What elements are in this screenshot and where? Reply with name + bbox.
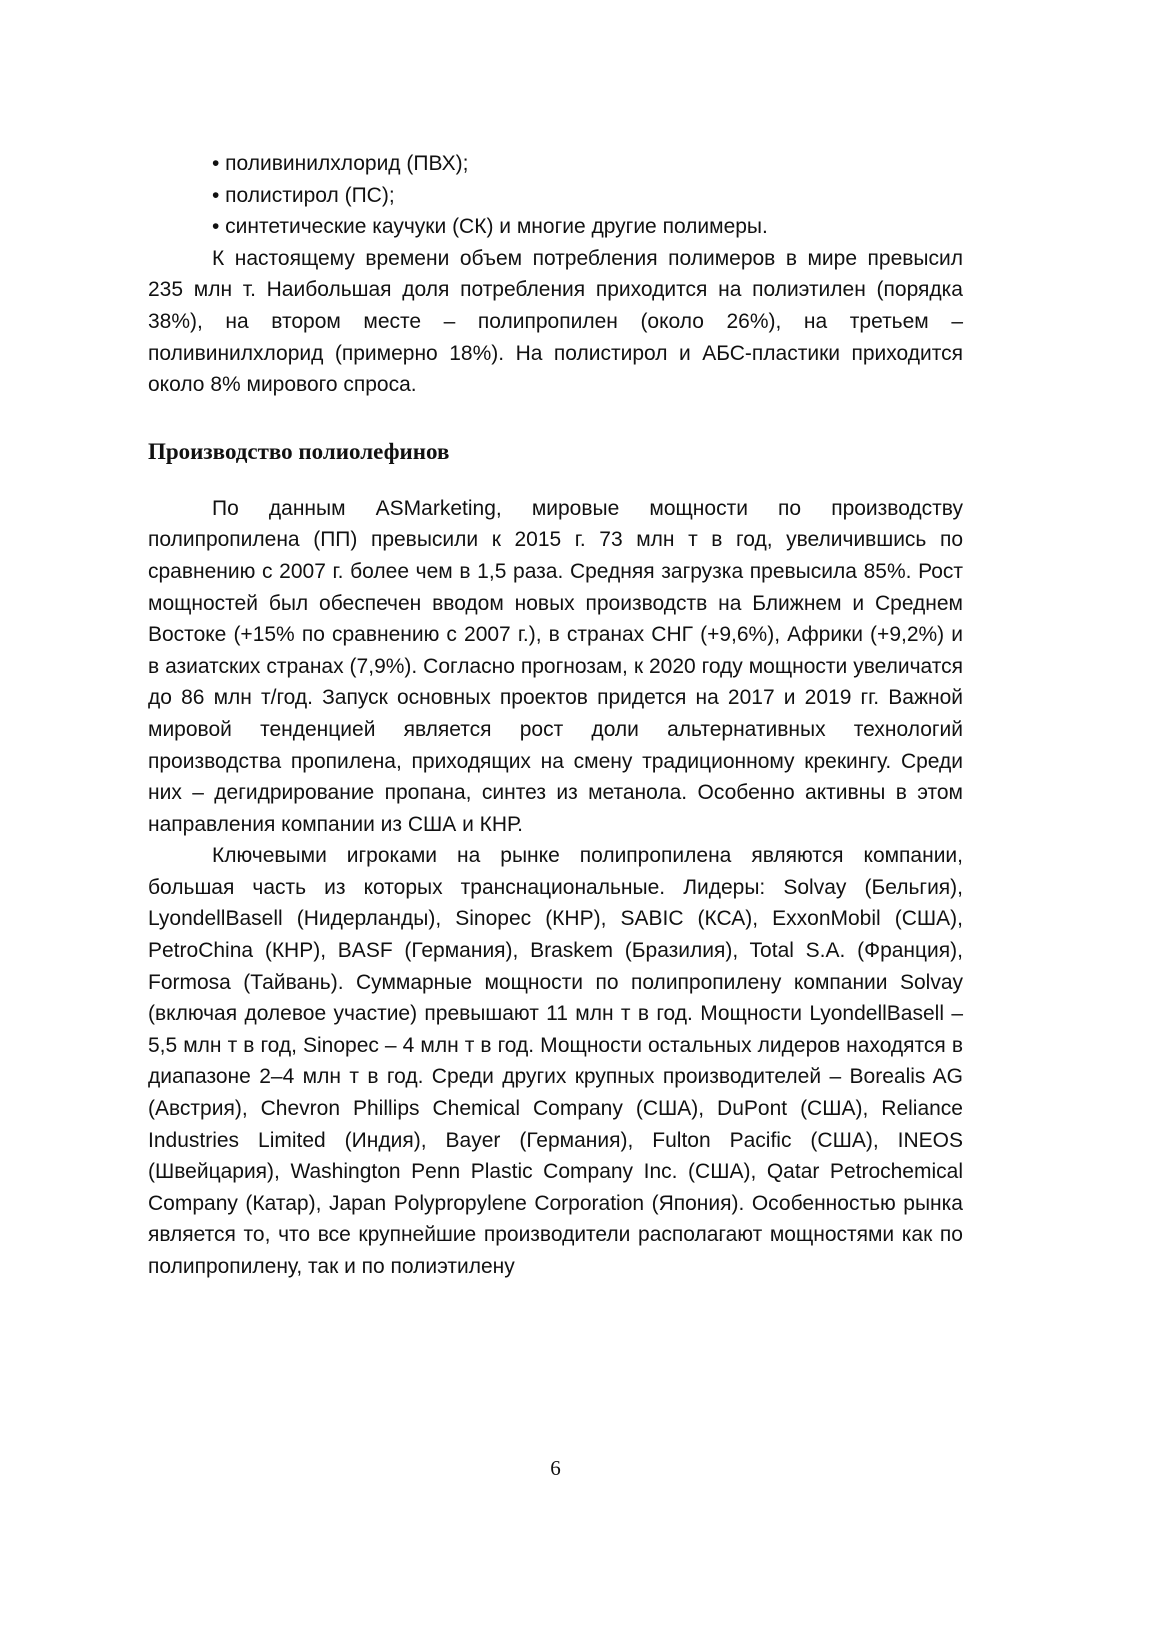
paragraph-capacity: По данным ASMarketing, мировые мощности по производству полипропилена (ПП) превысили к 2015 г. 73 млн т в год, увеличившись по сравнению с 2007 г. более чем в 1,5 раза. Средняя загрузка превысила 85%. Рост мощностей был обеспечен вводом новых производств на Ближнем и Среднем Востоке (+15% по сравнению с 2007 г.), в странах СНГ (+9,6%), Африки (+9,2%) и в азиатских странах (7,9%). Согласно прогнозам, к 2020 году мощности увеличатся до 86 млн т/год. Запуск основных проектов придется на 2017 и 2019 гг. Важной мировой тенденцией является рост доли альтернативных технологий производства пропилена, приходящих на смену традиционному крекингу. Среди них – дегидрирование пропана, синтез из метанола. Особенно активны в этом направления компании из США и КНР.	[148, 496, 963, 836]
paragraph-key-players: Ключевыми игроками на рынке полипропилена являются компании, большая часть из которых транснациональные. Лидеры: Solvay (Бельгия), LyondellBasell (Нидерланды), Sinopec (КНР), SABIC (КСА), ExxonMobil (США), PetroChina (КНР), BASF (Германия), Braskem (Бразилия), Total S.A. (Франция), Formosa (Тайвань). Суммарные мощности по полипропилену компании Solvay (включая долевое участие) превышают 11 млн т в год. Мощности LyondellBasell – 5,5 млн т в год, Sinopec – 4 млн т в год. Мощности остальных лидеров находятся в диапазоне 2–4 млн т в год. Среди других крупных производителей – Borealis AG (Австрия), Chevron Phillips Chemical Company (США), DuPont (США), Reliance Industries Limited (Индия), Bayer (Германия), Fulton Pacific (США), INEOS (Швейцария), Washington Penn Plastic Company Inc. (США), Qatar Petrochemical Company (Катар), Japan Polypropylene Corporation (Япония). Особенностью рынка является то, что все крупнейшие производители располагают мощностями как по полипропилену, так и по полиэтилену	[148, 844, 963, 1278]
section-heading: Производство полиолефинов	[148, 438, 450, 464]
bullet-item-ps: • полистирол (ПС);	[212, 183, 395, 207]
page-number: 6	[550, 1456, 561, 1480]
document-page	[148, 148, 963, 1283]
paragraph-intro: К настоящему времени объем потребления полимеров в мире превысил 235 млн т. Наибольшая доля потребления приходится на полиэтилен (порядка 38%), на втором месте – полипропилен (около 26%), на третьем – поливинилхлорид (примерно 18%). На полистирол и АБС-пластики приходится около 8% мирового спроса.	[148, 246, 963, 397]
bullet-item-pvc: • поливинилхлорид (ПВХ);	[212, 152, 469, 175]
bullet-item-sk: • синтетические каучуки (СК) и многие другие полимеры.	[212, 215, 768, 239]
